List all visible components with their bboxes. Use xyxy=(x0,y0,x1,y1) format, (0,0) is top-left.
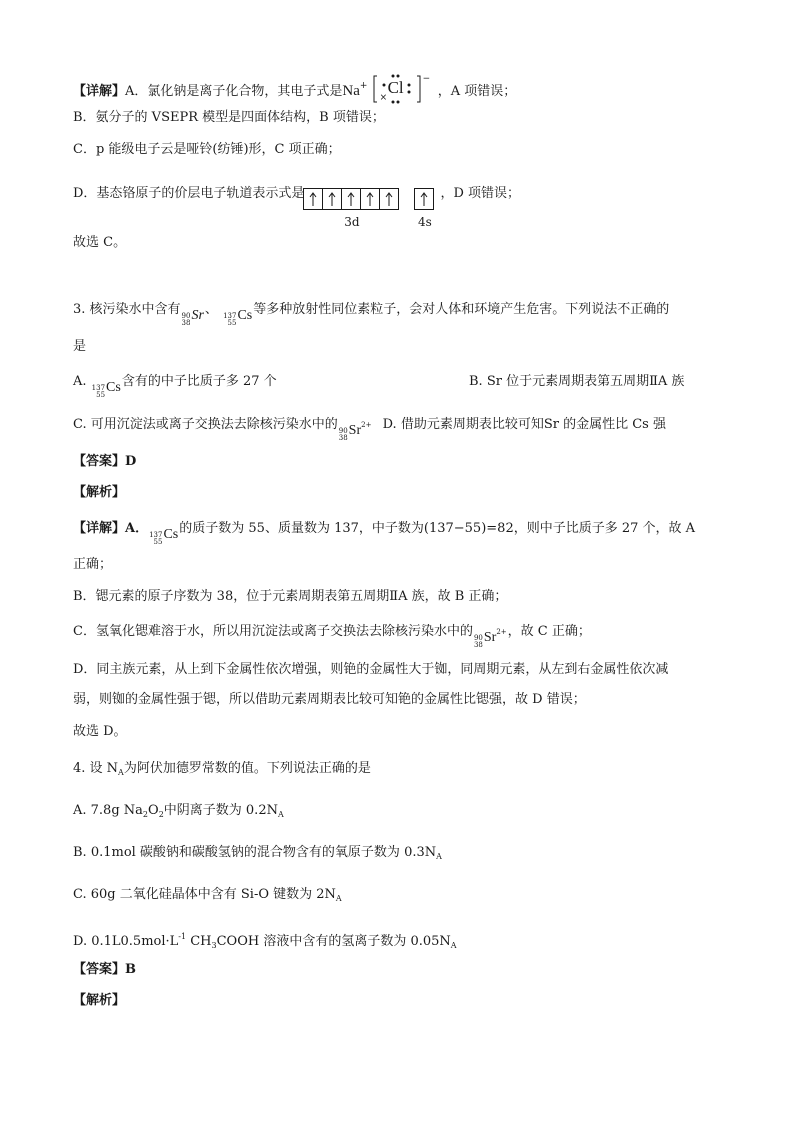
q2-detail-d: D．基态铬原子的价层电子轨道表示式是 3d 4s ，D 项错误； xyxy=(73,184,520,210)
q3-stem: 3. 核污染水中含有 90 38 Sr、 137 55 Cs等多种放射性同位素粒子，会对人体和环境产生危害。下列说法不正确的 xyxy=(73,302,670,327)
orbital-box xyxy=(322,188,342,210)
nuclide-cs137: 137 55 Cs xyxy=(91,380,121,399)
orbital-box xyxy=(414,188,434,210)
chloride-lewis-structure: Cl × − xyxy=(372,73,434,105)
q3-detail-a-cont: 正确； xyxy=(73,557,113,572)
q3-option-d: D. 借助元素周期表比较可知Sr 的金属性比 Cs 强 xyxy=(382,417,666,432)
orbital-box xyxy=(360,188,380,210)
q3-stem-cont: 是 xyxy=(73,339,87,354)
nuclide-sr90: 90 38 Sr xyxy=(181,308,204,327)
q3-detail-d: D．同主族元素，从上到下金属性依次增强，则铯的金属性大于铷，同周期元素，从左到右金属性依次减 xyxy=(73,662,669,677)
q4-option-b: B. 0.1mol 碳酸钠和碳酸氢钠的混合物含有的氧原子数为 $0.3N_A$ xyxy=(73,845,442,861)
orbital-3d xyxy=(304,188,399,229)
q3-answer: 【答案】D xyxy=(73,454,137,469)
q4-stem: 4. 设 $N_A$为阿伏加德罗常数的值。下列说法正确的是 xyxy=(73,761,371,777)
q3-detail-d-cont: 弱，则铷的金属性强于锶，所以借助元素周期表比较可知铯的金属性比锶强，故 D 错误； xyxy=(73,692,586,707)
orbital-4s-label: 4s xyxy=(418,215,432,229)
orbital-box xyxy=(341,188,361,210)
ion-sr90: 90 38 $Sr^{2+}$ xyxy=(338,421,372,442)
q2-detail-a: 【详解】A．氯化钠是离子化合物，其电子式是Na+ Cl × − ，A 项错误； xyxy=(73,74,517,103)
q3-options-ab: A. 137 55 Cs含有的中子比质子多 27 个 B. Sr 位于元素周期表第五周期ⅡA 族 xyxy=(73,374,685,399)
orbital-box xyxy=(303,188,323,210)
q3-detail-c: C．氢氧化锶难溶于水，所以用沉淀法或离子交换法去除核污染水中的 90 38 $Sr^{2+}$，故 C 正确； xyxy=(73,624,591,649)
q3-detail-a: 【详解】A． 137 55 Cs的质子数为 55、质量数为 137，中子数为(137−55)=82，则中子比质子多 27 个，故 A xyxy=(73,521,696,546)
detail-label: 【详解】 xyxy=(73,84,126,99)
nuclide-cs137: 137 55 Cs xyxy=(223,308,253,327)
q3-choose: 故选 D。 xyxy=(73,724,127,739)
orbital-4s xyxy=(415,188,434,229)
q4-option-a: A. 7.8g $Na_2O_2$中阴离子数为 $0.2N_A$ xyxy=(73,803,284,819)
q2-detail-b: B．氨分子的 VSEPR 模型是四面体结构，B 项错误； xyxy=(73,110,385,125)
nuclide-cs137: 137 55 Cs xyxy=(149,527,179,546)
orbital-box xyxy=(379,188,399,210)
orbital-3d-label: 3d xyxy=(344,215,360,229)
q3-options-cd: C. 可用沉淀法或离子交换法去除核污染水中的 90 38 $Sr^{2+}$ D. 借助元素周期表比较可知Sr 的金属性比 Cs 强 xyxy=(73,417,666,442)
q2-detail-c: C．p 能级电子云是哑铃(纺锤)形，C 项正确； xyxy=(73,142,341,157)
q3-detail-b: B．锶元素的原子序数为 38，位于元素周期表第五周期ⅡA 族，故 B 正确； xyxy=(73,589,508,604)
q3-analysis: 【解析】 xyxy=(73,485,126,500)
q4-answer: 【答案】B xyxy=(73,962,136,977)
q2-choose: 故选 C。 xyxy=(73,235,127,250)
q3-option-b: B. Sr 位于元素周期表第五周期ⅡA 族 xyxy=(469,374,685,389)
q4-option-d: D. $0.1L0.5mol\cdot L^{-1}$ $CH_3COOH$ 溶液中含有的氢离子数为 $0.05N_A$ xyxy=(73,932,457,950)
q4-option-c: C. 60g 二氧化硅晶体中含有 Si-O 键数为 $2N_A$ xyxy=(73,887,342,903)
ion-sr90: 90 38 $Sr^{2+}$ xyxy=(473,628,507,649)
q4-analysis: 【解析】 xyxy=(73,993,126,1008)
